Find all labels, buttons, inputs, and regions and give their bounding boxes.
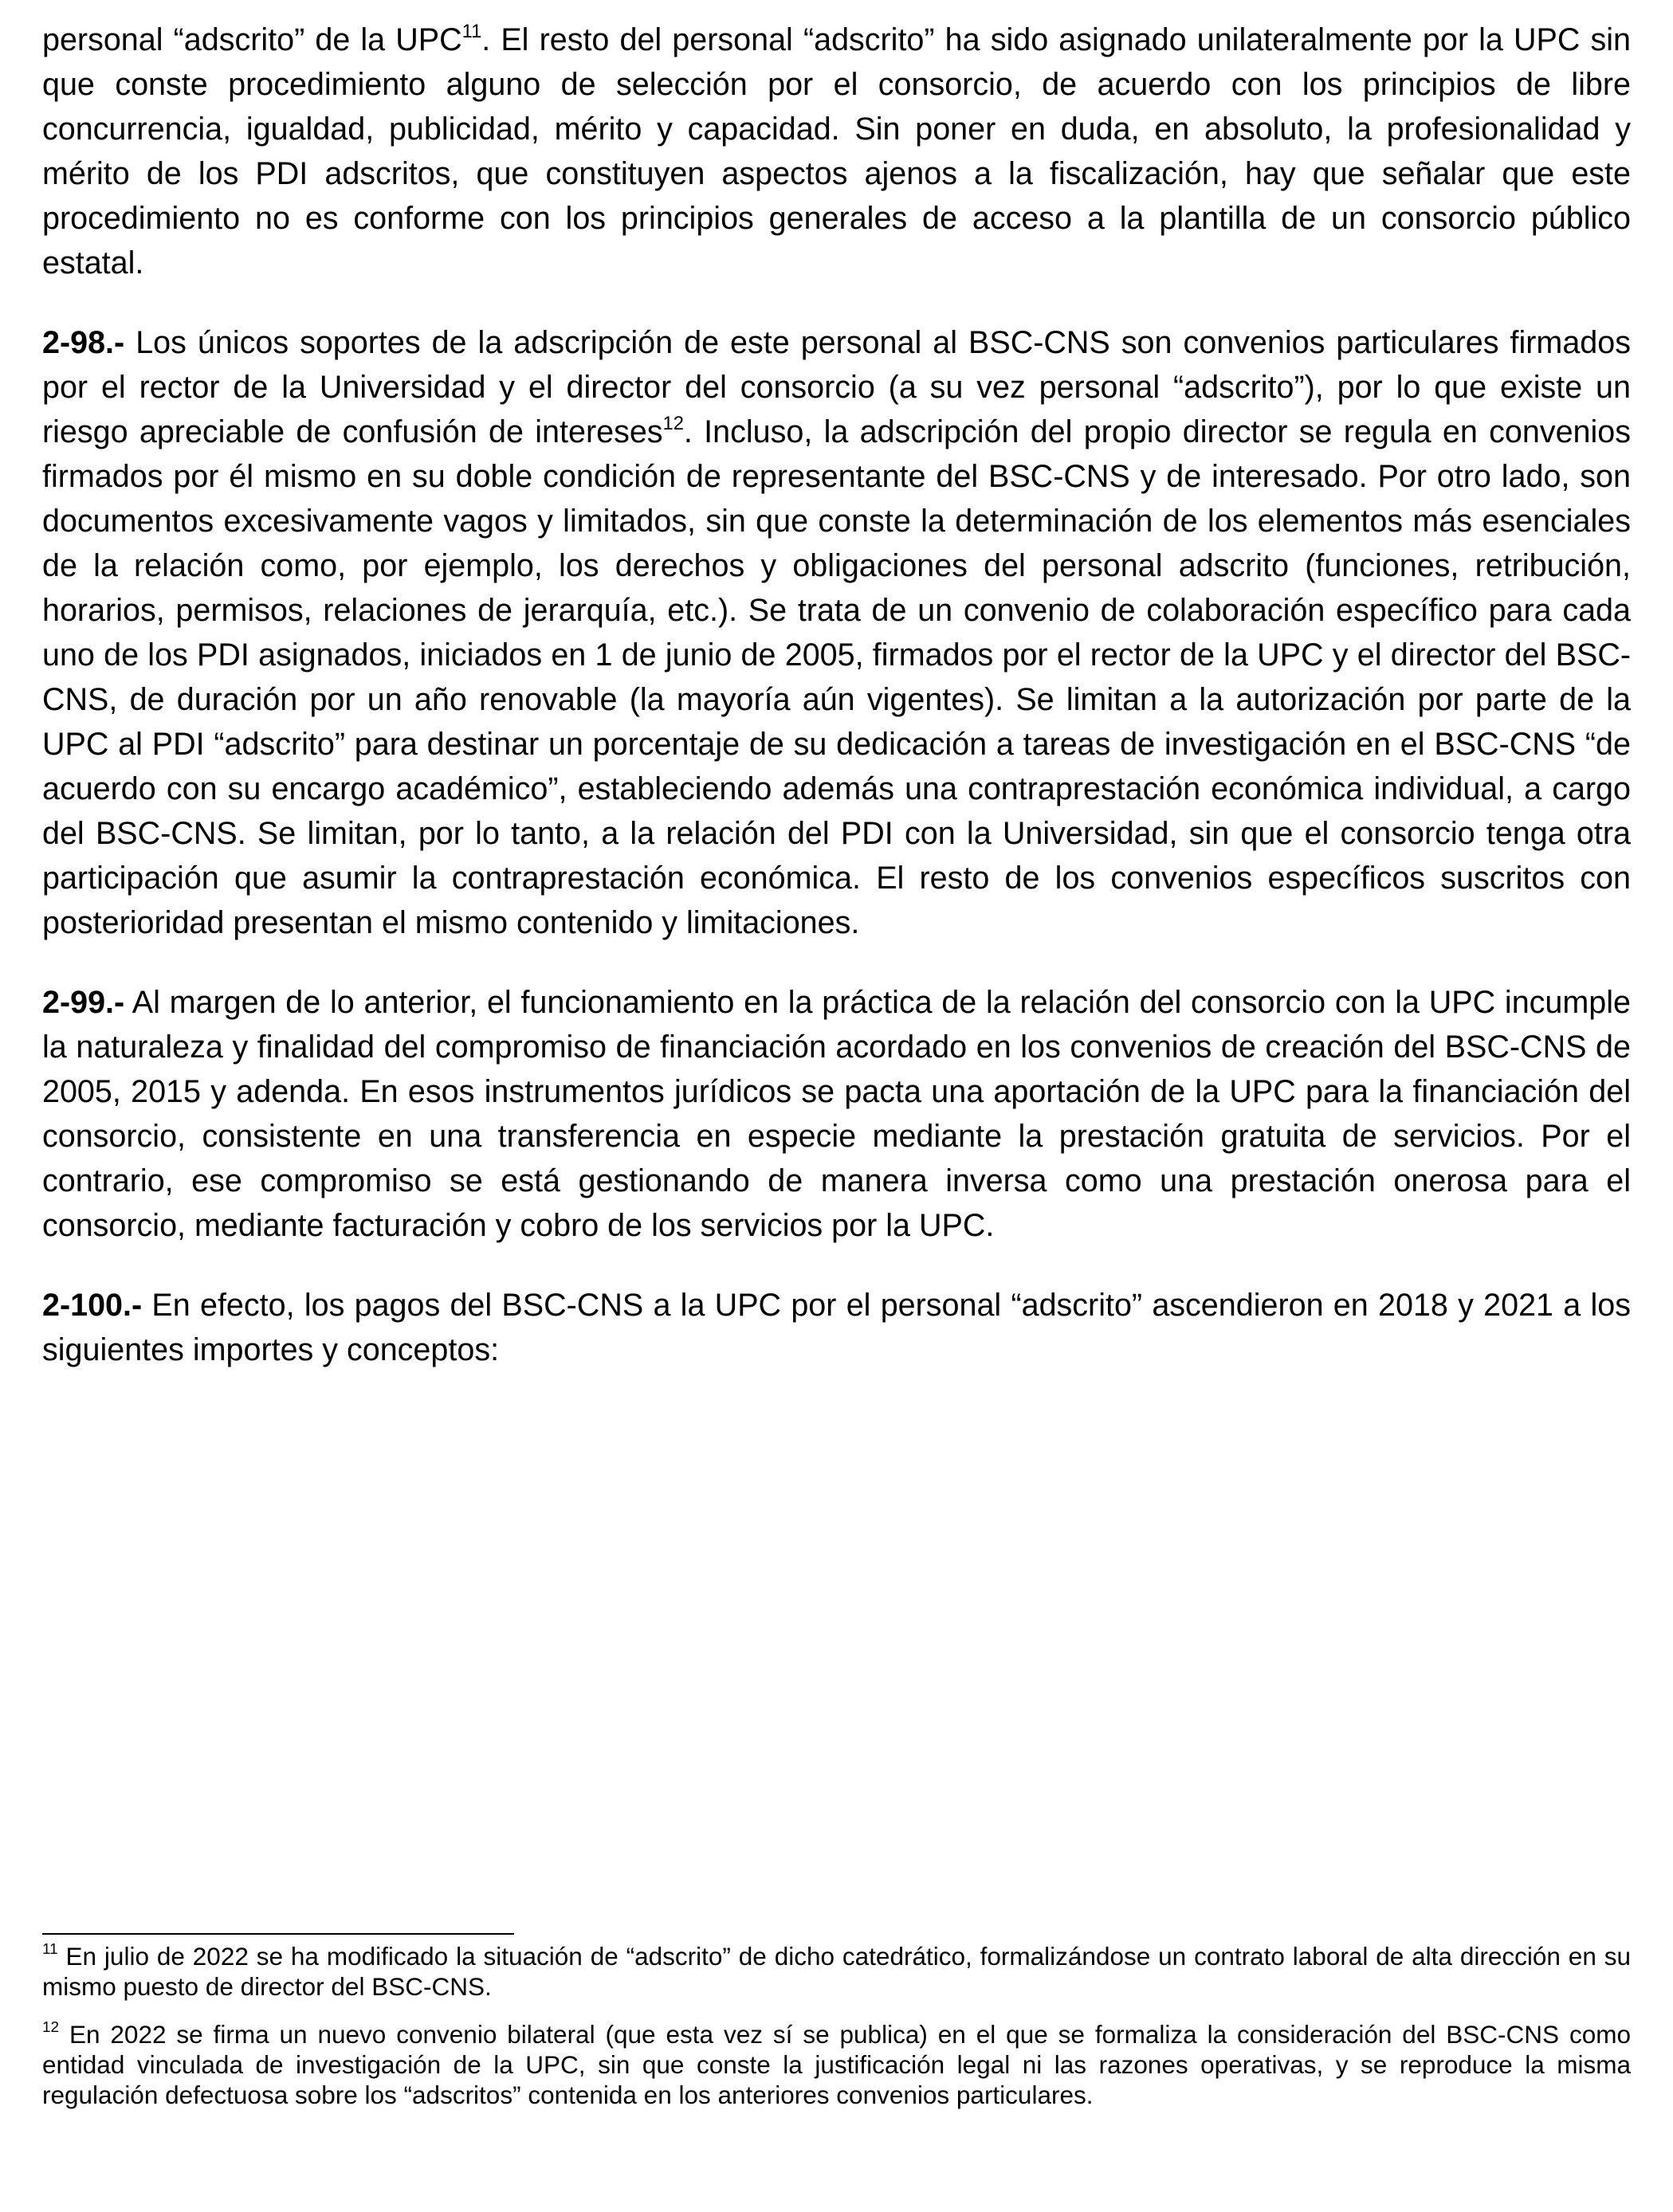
paragraph-2-99 (42, 980, 1631, 1248)
paragraph-text: personal “adscrito” de la UPC (42, 22, 462, 57)
footnote-marker: 12 (42, 2018, 60, 2036)
paragraph-number: 2-98.- (42, 325, 125, 360)
paragraph-2-98 (42, 320, 1631, 945)
footnote-separator (42, 1933, 514, 1935)
footnote-text: En julio de 2022 se ha modificado la situación de “adscrito” de dicho catedrático, formalizándose un contrato laboral de alta dirección en su mismo puesto de director del BSC-CNS. (42, 1942, 1631, 2001)
paragraph-number: 2-100.- (42, 1288, 143, 1323)
body-text (42, 18, 1631, 1407)
paragraph-text: En efecto, los pagos del BSC-CNS a la UPC por el personal “adscrito” ascendieron en 2018 y 2021 a los siguientes importes y conceptos: (42, 1288, 1631, 1367)
paragraph-continuation (42, 18, 1631, 285)
paragraph-number: 2-99.- (42, 985, 125, 1020)
footnote-ref-11[interactable]: 11 (461, 21, 482, 42)
paragraph-text: . Incluso, la adscripción del propio director se regula en convenios firmados por él mismo en su doble condición de representante del BSC-CNS y de interesado. Por otro lado, son documentos excesivamente vagos y limitados, sin que conste la determinación de los elementos más esenciales de la relación como, por ejemplo, los derechos y obligaciones del personal adscrito (funciones, retribución, horarios, permisos, relaciones de jerarquía, etc.). Se trata de un convenio de colaboración específico para cada uno de los PDI asignados, iniciados en 1 de junio de 2005, firmados por el rector de la UPC y el director del BSC-CNS, de duración por un año renovable (la mayoría aún vigentes). Se limitan a la autorización por parte de la UPC al PDI “adscrito” para destinar un porcentaje de su dedicación a tareas de investigación en el BSC-CNS “de acuerdo con su encargo académico”, estableciendo además una contraprestación económica individual, a cargo del BSC-CNS. Se limitan, por lo tanto, a la relación del PDI con la Universidad, sin que el consorcio tenga otra participación que asumir la contraprestación económica. El resto de los convenios específicos suscritos con posterioridad presentan el mismo contenido y limitaciones. (42, 414, 1631, 940)
paragraph-text: Al margen de lo anterior, el funcionamiento en la práctica de la relación del consorcio con la UPC incumple la naturaleza y finalidad del compromiso de financiación acordado en los convenios de creación del BSC-CNS de 2005, 2015 y adenda. En esos instrumentos jurídicos se pacta una aportación de la UPC para la financiación del consorcio, consistente en una transferencia en especie mediante la prestación gratuita de servicios. Por el contrario, ese compromiso se está gestionando de manera inversa como una prestación onerosa para el consorcio, mediante facturación y cobro de los servicios por la UPC. (42, 985, 1631, 1243)
paragraph-2-100 (42, 1283, 1631, 1372)
footnote-marker: 11 (42, 1940, 58, 1958)
footnote-text: En 2022 se firma un nuevo convenio bilateral (que esta vez sí se publica) en el que se formaliza la consideración del BSC-CNS como entidad vinculada de investigación de la UPC, sin que conste la justificación legal ni las razones operativas, y se reproduce la misma regulación defectuosa sobre los “adscritos” contenida en los anteriores convenios particulares. (42, 2020, 1631, 2109)
paragraph-text: Los únicos soportes de la adscripción de este personal al BSC-CNS son convenios particulares firmados por el rector de la Universidad y el director del consorcio (a su vez personal “adscrito”), por lo que existe un riesgo apreciable de confusión de intereses (42, 325, 1631, 449)
footnote-12 (42, 2019, 1631, 2110)
footnotes (42, 1941, 1631, 2128)
footnote-ref-12[interactable]: 12 (662, 413, 684, 434)
paragraph-text: . El resto del personal “adscrito” ha sido asignado unilateralmente por la UPC sin que conste procedimiento alguno de selección por el consorcio, de acuerdo con los principios de libre concurrencia, igualdad, publicidad, mérito y capacidad. Sin poner en duda, en absoluto, la profesionalidad y mérito de los PDI adscritos, que constituyen aspectos ajenos a la fiscalización, hay que señalar que este procedimiento no es conforme con los principios generales de acceso a la plantilla de un consorcio público estatal. (42, 22, 1631, 280)
footnote-11 (42, 1941, 1631, 2002)
